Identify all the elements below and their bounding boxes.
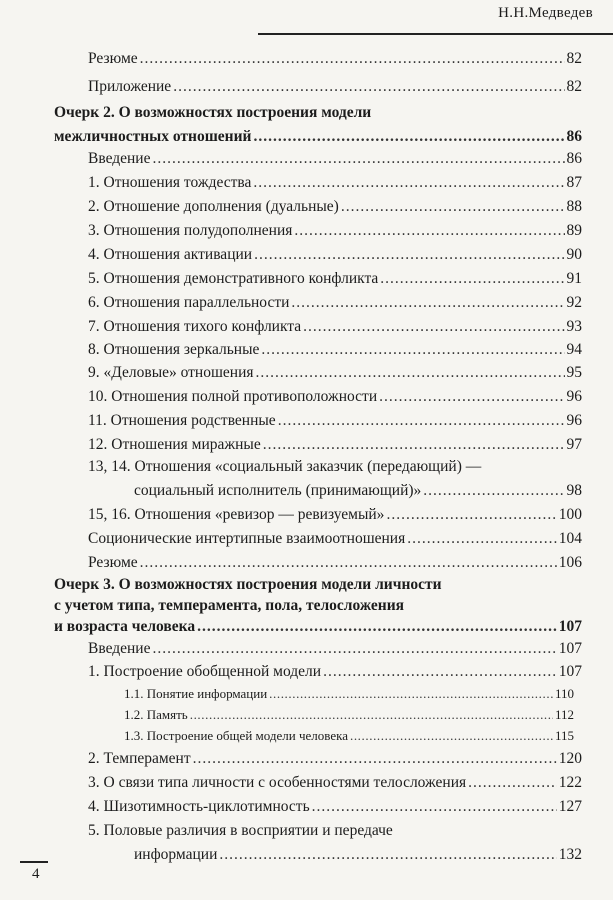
toc-entry-title: и возраста человека — [54, 618, 196, 635]
toc-entry-body-type[interactable] — [88, 774, 582, 792]
toc-entry-title: 7. Отношения тихого конфликта — [88, 318, 302, 335]
toc-leader-dots — [350, 728, 553, 744]
toc-entry-title: межличностных отношений — [54, 128, 252, 145]
toc-entry-temperament[interactable] — [88, 750, 582, 768]
toc-leader-dots — [173, 78, 564, 96]
toc-entry-mirage-relations[interactable] — [88, 436, 582, 454]
toc-entry-page: 106 — [558, 554, 582, 571]
toc-entry-page: 107 — [558, 663, 582, 680]
toc-leader-dots — [152, 640, 556, 658]
page-number: 4 — [32, 866, 40, 882]
toc-entry-page: 87 — [566, 174, 582, 191]
toc-leader-dots — [312, 798, 557, 816]
toc-entry-title: 6. Отношения параллельности — [88, 294, 290, 311]
toc-entry-page: 127 — [558, 798, 582, 815]
toc-entry-introduction-3[interactable] — [88, 640, 582, 658]
toc-entry-title: 3. Отношения полудополнения — [88, 222, 293, 239]
toc-leader-dots — [269, 686, 553, 702]
toc-section-2[interactable] — [54, 128, 582, 146]
toc-leader-dots — [341, 198, 565, 216]
toc-entry-title: информации — [134, 846, 218, 863]
toc-entry-parallel-relations[interactable] — [88, 294, 582, 312]
toc-entry-intertype-relations[interactable] — [88, 530, 582, 548]
toc-entry-page: 89 — [566, 222, 582, 239]
toc-leader-dots — [219, 846, 556, 864]
toc-entry-page: 110 — [554, 686, 574, 701]
toc-leader-dots — [291, 294, 564, 312]
toc-entry-page: 107 — [558, 640, 582, 657]
toc-entry-page: 97 — [566, 436, 582, 453]
toc-entry-generalized-model[interactable] — [88, 663, 582, 681]
toc-entry-page: 122 — [558, 774, 582, 791]
toc-leader-dots — [380, 270, 564, 288]
toc-entry-social-order-line-1: 13, 14. Отношения «социальный заказчик (передающий) — — [88, 458, 482, 475]
toc-entry-social-order[interactable] — [134, 482, 582, 500]
toc-leader-dots — [386, 506, 556, 524]
toc-entry-title: 3. О связи типа личности с особенностями телосложения — [88, 774, 467, 791]
toc-entry-title: 2. Темперамент — [88, 750, 191, 767]
toc-leader-dots — [190, 707, 553, 723]
toc-leader-dots — [152, 150, 564, 168]
toc-entry-title: 1. Построение обобщенной модели — [88, 663, 322, 680]
toc-entry-page: 95 — [566, 364, 582, 381]
toc-entry-supervision-relations[interactable] — [88, 506, 582, 524]
toc-entry-page: 120 — [558, 750, 582, 767]
toc-entry-page: 96 — [566, 412, 582, 429]
toc-subentry-information[interactable] — [124, 686, 574, 702]
toc-entry-page: 82 — [566, 50, 582, 67]
toc-entry-page: 88 — [566, 198, 582, 215]
toc-entry-title: Введение — [88, 150, 151, 167]
toc-entry-title: Введение — [88, 640, 151, 657]
toc-entry-title: 11. Отношения родственные — [88, 412, 276, 429]
toc-leader-dots — [254, 246, 564, 264]
toc-entry-appendix[interactable] — [88, 78, 582, 96]
toc-entry-gender-differences-line-1: 5. Половые различия в восприятии и передаче — [88, 822, 393, 839]
toc-leader-dots — [197, 618, 557, 636]
toc-leader-dots — [407, 530, 557, 548]
toc-leader-dots — [140, 50, 565, 68]
table-of-contents — [40, 0, 590, 900]
toc-leader-dots — [278, 412, 565, 430]
toc-entry-introduction-2[interactable] — [88, 150, 582, 168]
toc-leader-dots — [253, 174, 564, 192]
toc-entry-title: Резюме — [88, 554, 138, 571]
toc-leader-dots — [323, 663, 557, 681]
toc-entry-identity-relations[interactable] — [88, 174, 582, 192]
toc-entry-title: 1.1. Понятие информации — [124, 686, 268, 701]
toc-leader-dots — [468, 774, 557, 792]
toc-entry-page: 86 — [566, 128, 582, 145]
toc-entry-kindred-relations[interactable] — [88, 412, 582, 430]
toc-leader-dots — [261, 341, 564, 359]
toc-entry-page: 82 — [566, 78, 582, 95]
toc-subentry-memory[interactable] — [124, 707, 574, 723]
toc-entry-business-relations[interactable] — [88, 364, 582, 382]
toc-entry-title: 1. Отношения тождества — [88, 174, 252, 191]
toc-entry-title: социальный исполнитель (принимающий)» — [134, 482, 422, 499]
toc-entry-opposite-relations[interactable] — [88, 388, 582, 406]
toc-entry-page: 96 — [566, 388, 582, 405]
toc-entry-title: 1.3. Построение общей модели человека — [124, 728, 348, 743]
toc-entry-page: 112 — [554, 707, 574, 722]
toc-entry-summary-2[interactable] — [88, 554, 582, 572]
toc-entry-title: Приложение — [88, 78, 172, 95]
toc-leader-dots — [379, 388, 564, 406]
toc-section-3-title-line-1: Очерк 3. О возможностях построения модели личности — [54, 576, 442, 593]
toc-entry-quiet-conflict[interactable] — [88, 318, 582, 336]
toc-leader-dots — [193, 750, 557, 768]
toc-entry-title: 1.2. Память — [124, 707, 188, 722]
toc-entry-page: 91 — [566, 270, 582, 287]
toc-entry-mirror-relations[interactable] — [88, 341, 582, 359]
toc-entry-page: 93 — [566, 318, 582, 335]
toc-leader-dots — [263, 436, 565, 454]
toc-leader-dots — [253, 128, 564, 146]
toc-entry-dual-relations[interactable] — [88, 198, 582, 216]
toc-leader-dots — [423, 482, 564, 500]
toc-entry-title: 4. Отношения активации — [88, 246, 253, 263]
toc-leader-dots — [303, 318, 564, 336]
toc-entry-title: 5. Отношения демонстративного конфликта — [88, 270, 379, 287]
toc-section-3[interactable] — [54, 618, 582, 636]
toc-entry-title: 4. Шизотимность-циклотимность — [88, 798, 310, 815]
toc-entry-activation-relations[interactable] — [88, 246, 582, 264]
toc-section-2-title-line-1: Очерк 2. О возможностях построения модели — [54, 104, 372, 121]
toc-entry-page: 100 — [558, 506, 582, 523]
toc-entry-title: 10. Отношения полной противоположности — [88, 388, 378, 405]
toc-leader-dots — [256, 364, 565, 382]
toc-entry-title: 12. Отношения миражные — [88, 436, 261, 453]
toc-entry-title: 2. Отношение дополнения (дуальные) — [88, 198, 339, 215]
toc-entry-semi-dual-relations[interactable] — [88, 222, 582, 240]
toc-leader-dots — [140, 554, 557, 572]
toc-subentry-general-model[interactable] — [124, 728, 574, 744]
toc-entry-schizothymia[interactable] — [88, 798, 582, 816]
toc-entry-title: 8. Отношения зеркальные — [88, 341, 260, 358]
toc-entry-page: 98 — [566, 482, 582, 499]
toc-entry-page: 115 — [554, 728, 574, 743]
toc-entry-page: 132 — [558, 846, 582, 863]
toc-entry-demonstrative-conflict[interactable] — [88, 270, 582, 288]
toc-entry-page: 90 — [566, 246, 582, 263]
toc-entry-title: Соционические интертипные взаимоотношения — [88, 530, 406, 547]
toc-entry-page: 92 — [566, 294, 582, 311]
toc-entry-title: Резюме — [88, 50, 138, 67]
toc-entry-summary-1[interactable] — [88, 50, 582, 68]
toc-entry-page: 107 — [558, 618, 582, 635]
toc-entry-title: 15, 16. Отношения «ревизор — ревизуемый» — [88, 506, 385, 523]
toc-entry-title: 9. «Деловые» отношения — [88, 364, 254, 381]
toc-entry-page: 86 — [566, 150, 582, 167]
toc-section-3-title-line-2: с учетом типа, темперамента, пола, телосложения — [54, 597, 405, 614]
toc-entry-gender-differences[interactable] — [134, 846, 582, 864]
toc-leader-dots — [294, 222, 564, 240]
toc-entry-page: 104 — [558, 530, 582, 547]
toc-entry-page: 94 — [566, 341, 582, 358]
footer-rule — [20, 861, 48, 863]
running-header-author: Н.Н.Медведев — [498, 5, 593, 21]
